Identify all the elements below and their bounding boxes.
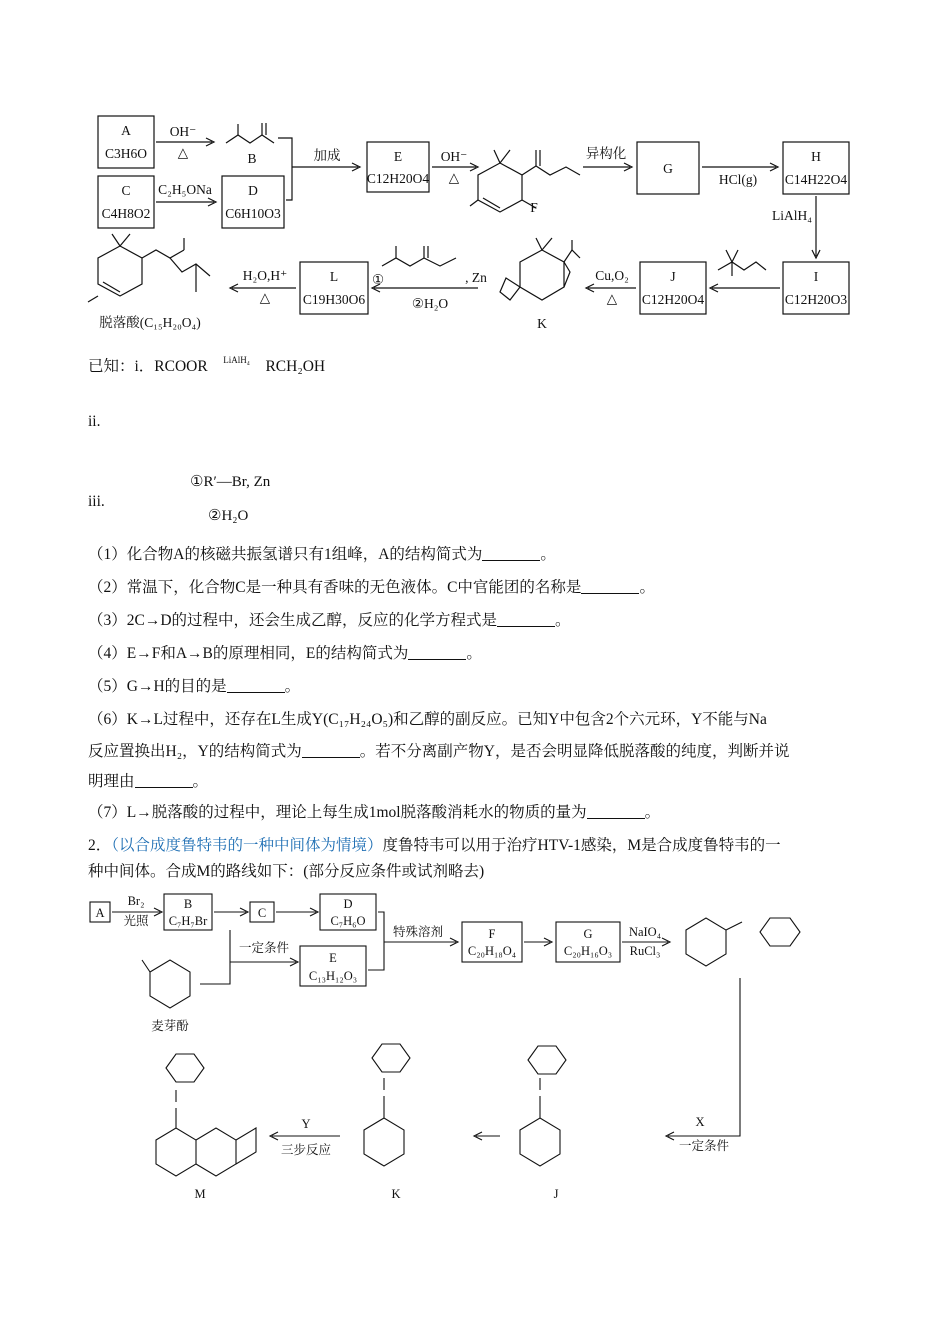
label-b: B — [247, 151, 257, 166]
s2-d-formula: C₇H₆O — [330, 914, 366, 928]
s2-f: F — [488, 927, 496, 941]
reagent-lialh4: LiAlH₄ — [772, 208, 812, 223]
label-k: K — [537, 316, 547, 331]
known-iii: iii. — [88, 493, 105, 510]
question-7: （7）L→脱落酸的过程中，理论上每生成1mol脱落酸消耗水的物质的量为 。 — [88, 804, 661, 821]
box-a-formula: C3H6O — [104, 146, 148, 161]
box-d-formula: C6H10O3 — [225, 206, 281, 221]
box-j-formula: C12H20O4 — [641, 292, 705, 307]
s2-k: K — [391, 1187, 401, 1201]
s2-maltol: 麦芽酚 — [151, 1019, 189, 1033]
s2-d: D — [343, 897, 353, 911]
box-l-formula: C19H30O6 — [302, 292, 366, 307]
question-5: （5）G→H的目的是 。 — [88, 678, 301, 695]
question-3: （3）2C→D的过程中，还会生成乙醇，反应的化学方程式是 。 — [88, 612, 571, 629]
question-6b: 反应置换出H₂，Y的结构简式为 。若不分离副产物Y，是否会明显降低脱落酸的纯度，判断并说 — [88, 743, 790, 760]
known-iii-step2: ②H₂O — [208, 508, 249, 524]
s2-rucl3: RuCl₃ — [629, 944, 661, 958]
reagent-oh-e: OH⁻ — [440, 149, 468, 164]
s2-cond: 一定条件 — [238, 941, 290, 955]
question-6: （6）K→L过程中，还存在L生成Y(C₁₇H₂₄O₅)和乙醇的副反应。已知Y中包含2个六元环，Y不能与Na — [88, 711, 767, 728]
question-6c: 明理由 。 — [88, 773, 209, 790]
heat-l: △ — [259, 290, 271, 305]
reagent-oh-a: OH⁻ — [169, 124, 197, 139]
s2-b: B — [183, 897, 193, 911]
s2-cond-x: 一定条件 — [678, 1139, 730, 1153]
known-iii-step1: ①R′—Br, Zn — [190, 474, 271, 490]
label-isomer: 异构化 — [585, 146, 627, 161]
heat-j: △ — [606, 291, 618, 306]
known-i-product: RCH₂OH — [265, 358, 326, 375]
problem-2-intro-2: 种中间体。合成M的路线如下：(部分反应条件或试剂略去) — [88, 863, 485, 880]
s2-b-formula: C₇H₇Br — [168, 914, 208, 928]
known-title: 已知：i．RCOOR — [88, 358, 208, 375]
known-i-reagent: LiAlH₄ — [223, 355, 250, 365]
s2-light: 光照 — [123, 914, 149, 928]
s2-naio4: NaIO₄ — [628, 925, 662, 939]
s2-g-formula: C₂₀H₁₆O₃ — [563, 944, 613, 958]
problem-2-intro: 2．（以合成度鲁特韦的一种中间体为情境）度鲁特韦可以用于治疗HTV-1感染，M是合成度鲁特韦的一 — [88, 837, 781, 854]
s2-a: A — [95, 906, 105, 920]
box-l-label: L — [329, 269, 339, 284]
abscisic-acid-label: 脱落酸(C₁₅H₂₀O₄) — [99, 315, 201, 330]
box-g-label: G — [663, 161, 673, 176]
k-step2: ②H₂O — [411, 296, 449, 311]
s2-special: 特殊溶剂 — [392, 925, 444, 939]
box-c-formula: C4H8O2 — [101, 206, 151, 221]
k-zn: , Zn — [465, 270, 487, 285]
box-d-label: D — [248, 183, 258, 198]
box-i-formula: C12H20O3 — [784, 292, 848, 307]
s2-m: M — [194, 1187, 206, 1201]
s2-e: E — [329, 951, 337, 965]
heat-e: △ — [448, 170, 460, 185]
box-h-label: H — [811, 149, 821, 164]
s2-f-formula: C₂₀H₁₈O₄ — [467, 944, 517, 958]
reagent-h2o-h: H₂O,H⁺ — [242, 268, 288, 283]
reagent-cuo2: Cu,O₂ — [595, 268, 629, 283]
box-j-label: J — [670, 269, 676, 284]
box-h-formula: C14H22O4 — [784, 172, 848, 187]
box-e-formula: C12H20O4 — [366, 171, 430, 186]
s2-three: 三步反应 — [280, 1143, 332, 1157]
box-i-label: I — [813, 269, 819, 284]
reagent-naoet: C₂H₅ONa — [158, 182, 212, 197]
heat-a: △ — [177, 145, 189, 160]
s2-x: X — [695, 1115, 705, 1129]
problem-2-context: （以合成度鲁特韦的一种中间体为情境） — [111, 837, 383, 854]
label-addition: 加成 — [313, 148, 341, 163]
s2-br2: Br₂ — [127, 894, 145, 908]
s2-e-formula: C₁₃H₁₂O₃ — [308, 969, 358, 983]
box-c-label: C — [121, 183, 131, 198]
question-2: （2）常温下，化合物C是一种具有香味的无色液体。C中官能团的名称是 。 — [88, 579, 655, 596]
question-1: （1）化合物A的核磁共振氢谱只有1组峰，A的结构简式为 。 — [88, 546, 556, 563]
box-e-label: E — [393, 149, 403, 164]
s2-g: G — [583, 927, 593, 941]
y-formula: Y(C₁₇H₂₄O₅) — [311, 711, 394, 728]
reagent-hcl: HCl(g) — [718, 172, 758, 187]
s2-j: J — [553, 1187, 559, 1201]
s2-y: Y — [301, 1117, 311, 1131]
question-4: （4）E→F和A→B的原理相同，E的结构简式为 。 — [88, 645, 482, 662]
label-f: F — [530, 200, 538, 215]
k-step1: ① — [371, 272, 385, 287]
s2-c: C — [257, 906, 267, 920]
known-ii: ii. — [88, 413, 101, 430]
box-a-label: A — [121, 123, 131, 138]
